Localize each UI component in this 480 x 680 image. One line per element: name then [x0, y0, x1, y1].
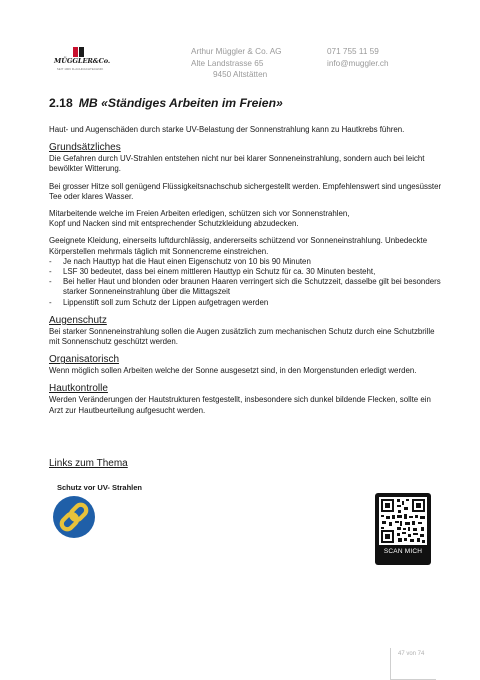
- paragraph: Bei grosser Hitze soll genügend Flüssigkeitsnachschub sichergestellt werden. Empfehlenswert sind ungesüsster Tee oder klares Wasser.: [49, 181, 442, 201]
- section-title: MB «Ständiges Arbeiten im Freien»: [78, 96, 283, 110]
- list-item-text: Je nach Hauttyp hat die Haut einen Eigenschutz von 10 bis 90 Minuten: [63, 256, 311, 266]
- page-title: [49, 96, 283, 110]
- page-number: 47 von 74: [398, 651, 425, 657]
- company-logo: [54, 47, 111, 75]
- logo-brand: MÜGGLER&Co.: [54, 57, 111, 65]
- list-item: - Je nach Hauttyp hat die Haut einen Eigenschutz von 10 bis 90 Minuten: [49, 256, 311, 266]
- section-number: 2.18: [49, 96, 73, 110]
- logo-tagline: SEIT 1906 FLACHDACHTECHNIK: [56, 67, 104, 71]
- links-heading: Links zum Thema: [49, 458, 128, 469]
- logo-mark: [73, 47, 85, 57]
- street: Alte Landstrasse 65: [191, 58, 264, 68]
- paragraph: Die Gefahren durch UV-Strahlen entstehen nicht nur bei klarer Sonneneinstrahlung, sondern auch bei leicht bewölkter Witterung.: [49, 154, 425, 174]
- address-block: [191, 46, 282, 81]
- list-item: - LSF 30 bedeutet, dass bei einem mittleren Hauttyp ein Schutz für ca. 30 Minuten besteht,: [49, 267, 376, 277]
- chain-link-icon[interactable]: [52, 495, 96, 539]
- page-footer: [390, 648, 436, 680]
- uv-link-title[interactable]: Schutz vor UV- Strahlen: [57, 483, 143, 492]
- paragraph: Wenn möglich sollen Arbeiten welche der Sonne ausgesetzt sind, in den Morgenstunden erledigt werden.: [49, 366, 417, 376]
- heading-hautkontrolle: Hautkontrolle: [49, 383, 108, 395]
- paragraph: Werden Veränderungen der Hautstrukturen festgestellt, insbesondere sich dunkel bildende Flecken, sollte ein Arzt zur Hautbeurteilung aufgesucht werden.: [49, 395, 431, 415]
- heading-organisatorisch: Organisatorisch: [49, 354, 120, 366]
- list-item: - Lippenstift soll zum Schutz der Lippen aufgetragen werden: [49, 297, 269, 307]
- city: 9450 Altstätten: [213, 70, 268, 79]
- list-item-text: LSF 30 bedeutet, dass bei einem mittleren Hauttyp ein Schutz für ca. 30 Minuten besteht,: [63, 267, 376, 277]
- heading-augenschutz: Augenschutz: [49, 314, 107, 326]
- paragraph-line: Mitarbeitende welche im Freien Arbeiten erledigen, schützen sich vor Sonnenstrahlen,: [49, 209, 350, 219]
- heading-grundsaetzliches: Grundsätzliches: [49, 142, 121, 154]
- intro-text: Haut- und Augenschäden durch starke UV-Belastung der Sonnenstrahlung kann zu Hautkrebs führen.: [49, 125, 405, 134]
- qr-code[interactable]: [375, 493, 431, 565]
- email: info@muggler.ch: [327, 58, 389, 68]
- paragraph: Geeignete Kleidung, einerseits luftdurchlässig, andererseits schützend vor Sonneneinstrahlung. Unbedeckte Körperstellen mehrmals täglich mit Sonnencreme einstreichen.: [49, 236, 428, 256]
- list-item-text: Lippenstift soll zum Schutz der Lippen aufgetragen werden: [63, 297, 269, 307]
- paragraph-line: Kopf und Nacken sind mit entsprechender Schutzkleidung abzudecken.: [49, 219, 299, 229]
- paragraph: [49, 209, 444, 229]
- qr-pattern: [379, 497, 427, 545]
- company-name: Arthur Müggler & Co. AG: [191, 47, 282, 56]
- qr-label: SCAN MICH: [383, 548, 423, 555]
- contact-block: [327, 46, 389, 69]
- main-content: [49, 125, 444, 416]
- paragraph: Bei starker Sonneneinstrahlung sollen die Augen zusätzlich zum mechanischen Schutz durch eine Schutzbrille mit Sonnenschutz geschützt werden.: [49, 326, 435, 347]
- list-item: - Bei heller Haut und blonden oder braunen Haaren verringert sich die Schutzzeit, dasselbe gilt bei besonders starker Sonneneinstrahlung über die Mittagszeit: [49, 277, 441, 297]
- bullet-list: [49, 257, 444, 308]
- phone: 071 755 11 59: [327, 47, 379, 56]
- list-item-text: Bei heller Haut und blonden oder braunen Haaren verringert sich die Schutzzeit, dasselbe gilt bei besonders starker Sonneneinstrahlung über die Mittagszeit: [63, 277, 441, 297]
